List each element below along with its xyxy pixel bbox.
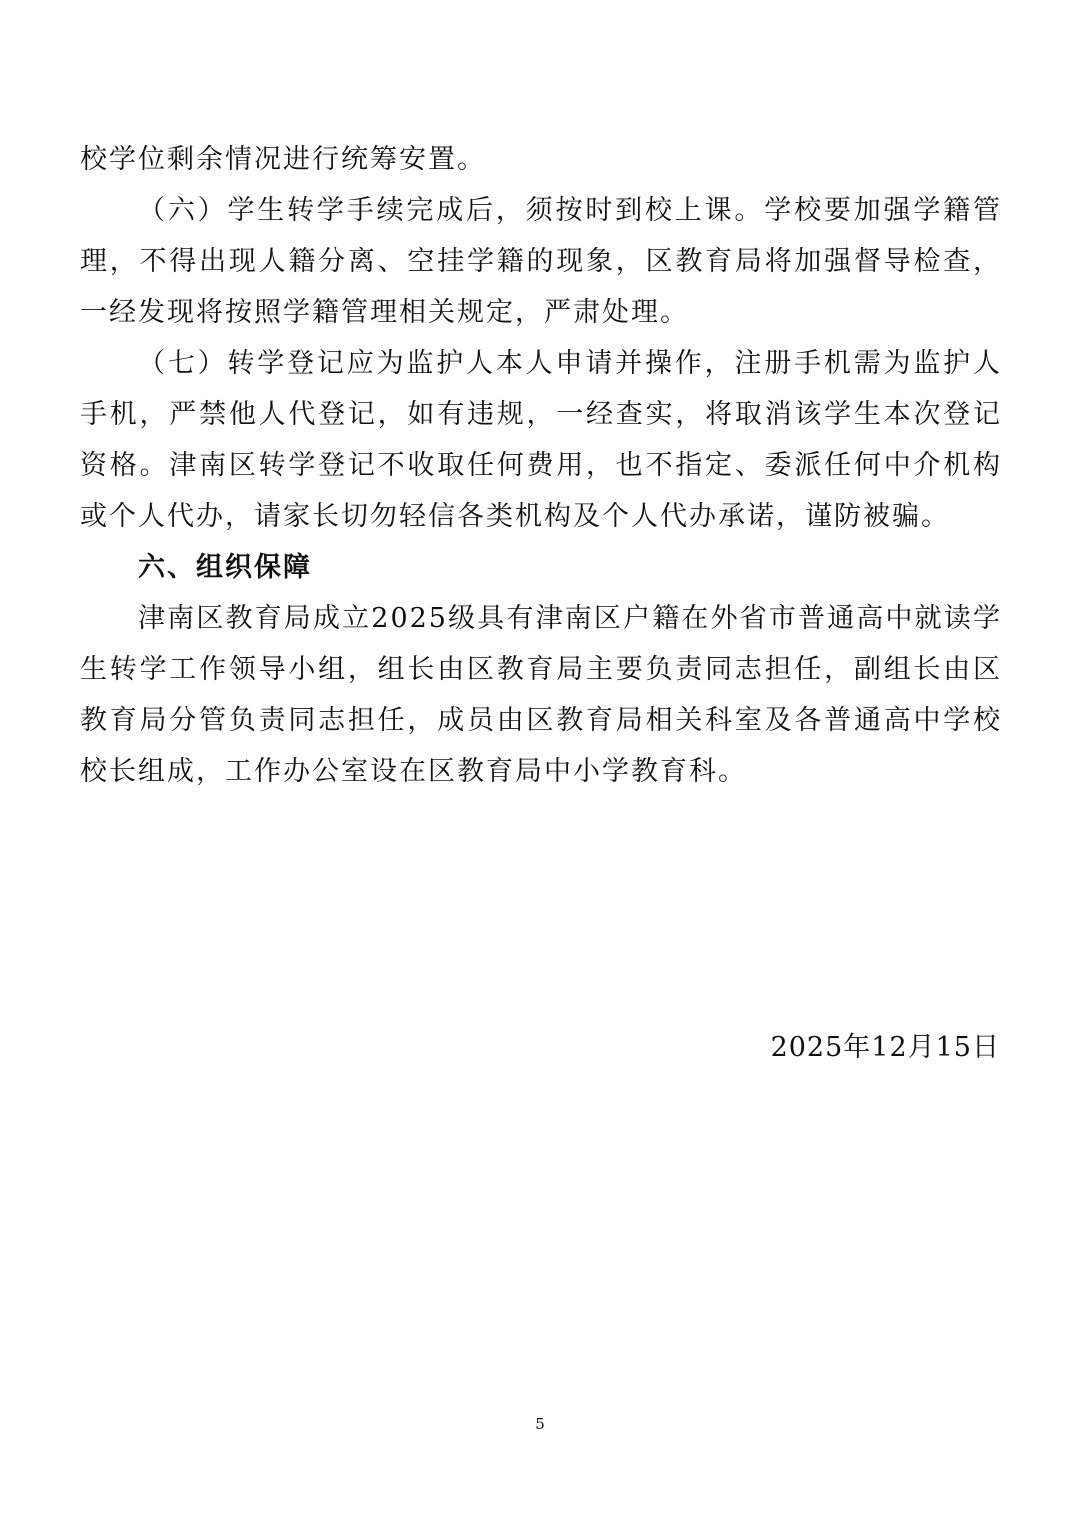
paragraph-continuation: 校学位剩余情况进行统筹安置。 <box>80 144 486 175</box>
section-heading-organization: 六、组织保障 <box>138 552 312 583</box>
paragraph-item-seven: （七）转学登记应为监护人本人申请并操作，注册手机需为监护人手机，严禁他人代登记，如有违规，一经查实，将取消该学生本次登记资格。津南区转学登记不收取任何费用，也不指定、委派任何中介机构或个人代办，请家长切勿轻信各类机构及个人代办承诺，谨防被骗。 <box>80 348 1002 532</box>
document-body <box>80 134 1002 797</box>
document-date: 2025年12月15日 <box>770 1032 1000 1063</box>
paragraph-item-six: （六）学生转学手续完成后，须按时到校上课。学校要加强学籍管理，不得出现人籍分离、空挂学籍的现象，区教育局将加强督导检查，一经发现将按照学籍管理相关规定，严肃处理。 <box>80 195 1002 328</box>
paragraph-organization: 津南区教育局成立2025级具有津南区户籍在外省市普通高中就读学生转学工作领导小组，组长由区教育局主要负责同志担任，副组长由区教育局分管负责同志担任，成员由区教育局相关科室及各普通高中学校校长组成，工作办公室设在区教育局中小学教育科。 <box>80 603 1002 787</box>
page-number: 5 <box>535 1415 545 1433</box>
